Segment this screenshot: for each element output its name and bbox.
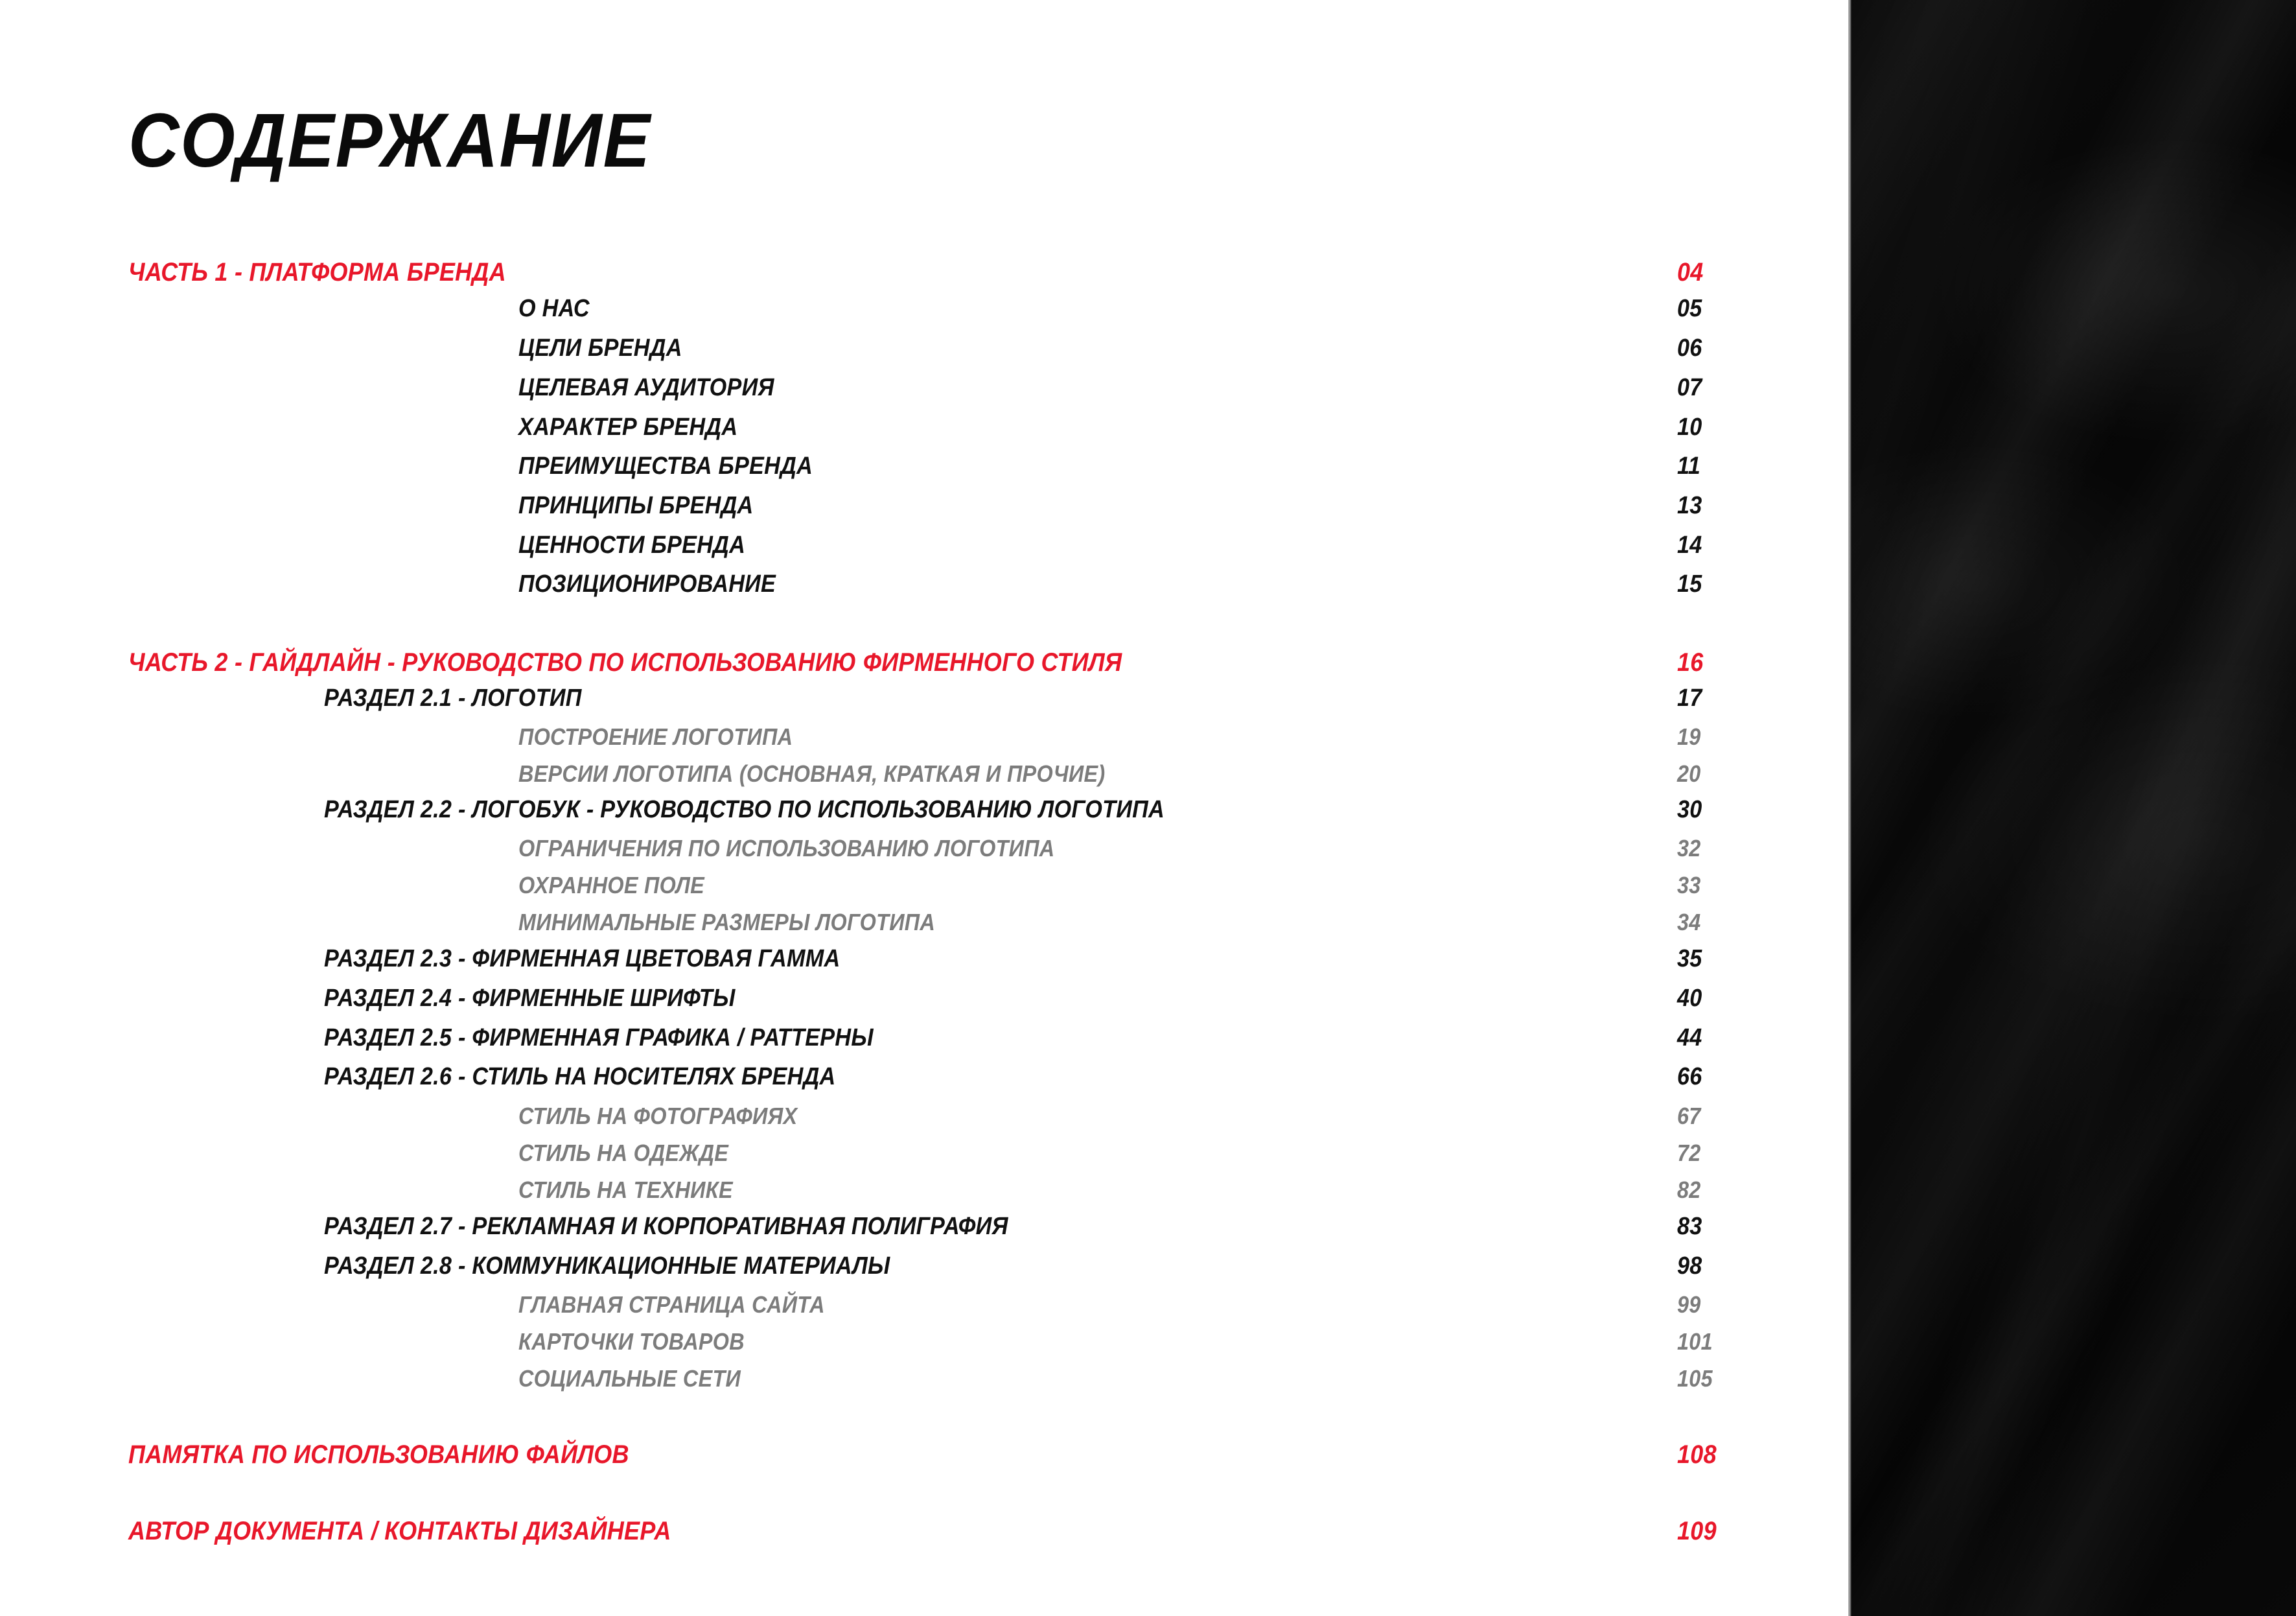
- toc-entry-page-number: 06: [1677, 334, 1702, 362]
- toc-entry-page-number: 44: [1677, 1024, 1702, 1051]
- toc-entry-label[interactable]: МИНИМАЛЬНЫЕ РАЗМЕРЫ ЛОГОТИПА: [518, 909, 936, 935]
- toc-entry-page-number: 20: [1677, 760, 1701, 787]
- toc-entry-page-number: 35: [1677, 945, 1702, 972]
- toc-entry-page-number: 40: [1677, 985, 1702, 1012]
- toc-entry-label[interactable]: РАЗДЕЛ 2.2 - ЛОГОБУК - РУКОВОДСТВО ПО ИСПОЛЬЗОВАНИЮ ЛОГОТИПА: [324, 796, 1165, 823]
- toc-entry-page-number: 30: [1677, 796, 1702, 823]
- silk-sheen-highlight-b: [1848, 0, 2296, 1616]
- toc-entry-label[interactable]: ЦЕЛЕВАЯ АУДИТОРИЯ: [518, 374, 774, 401]
- toc-entry-label[interactable]: О НАС: [518, 295, 590, 322]
- toc-entry-page-number: 98: [1677, 1252, 1702, 1280]
- toc-entry-label[interactable]: РАЗДЕЛ 2.3 - ФИРМЕННАЯ ЦВЕТОВАЯ ГАММА: [324, 945, 841, 972]
- toc-entry-label[interactable]: СТИЛЬ НА ОДЕЖДЕ: [518, 1140, 729, 1166]
- toc-entry-page-number: 82: [1677, 1177, 1701, 1203]
- panel-left-edge: [1848, 0, 1851, 1616]
- toc-entry-label[interactable]: РАЗДЕЛ 2.6 - СТИЛЬ НА НОСИТЕЛЯХ БРЕНДА: [324, 1063, 836, 1090]
- toc-entry-label[interactable]: ЦЕННОСТИ БРЕНДА: [518, 532, 746, 559]
- toc-entry-label[interactable]: ЧАСТЬ 2 - ГАЙДЛАЙН - РУКОВОДСТВО ПО ИСПОЛЬЗОВАНИЮ ФИРМЕННОГО СТИЛЯ: [128, 648, 1122, 677]
- toc-entry-page-number: 101: [1677, 1328, 1713, 1355]
- toc-entry-label[interactable]: СТИЛЬ НА ФОТОГРАФИЯХ: [518, 1103, 798, 1129]
- toc-entry-label[interactable]: ЧАСТЬ 1 - ПЛАТФОРМА БРЕНДА: [128, 258, 506, 287]
- toc-entry-label[interactable]: ГЛАВНАЯ СТРАНИЦА САЙТА: [518, 1291, 825, 1318]
- toc-entry-page-number: 108: [1677, 1440, 1717, 1469]
- toc-entry-page-number: 83: [1677, 1213, 1702, 1240]
- toc-entry-page-number: 67: [1677, 1103, 1701, 1129]
- toc-entry-page-number: 05: [1677, 295, 1702, 322]
- toc-entry-label[interactable]: РАЗДЕЛ 2.4 - ФИРМЕННЫЕ ШРИФТЫ: [324, 985, 736, 1012]
- toc-entry-label[interactable]: ПОЗИЦИОНИРОВАНИЕ: [518, 570, 776, 598]
- toc-entry-page-number: 72: [1677, 1140, 1701, 1166]
- toc-entry-page-number: 10: [1677, 414, 1702, 441]
- toc-entry-page-number: 109: [1677, 1517, 1717, 1545]
- toc-entry-page-number: 11: [1677, 452, 1701, 480]
- toc-entry-label[interactable]: ПОСТРОЕНИЕ ЛОГОТИПА: [518, 723, 793, 750]
- toc-entry-page-number: 14: [1677, 532, 1702, 559]
- toc-entry-page-number: 15: [1677, 570, 1702, 598]
- toc-entry-label[interactable]: СТИЛЬ НА ТЕХНИКЕ: [518, 1177, 733, 1203]
- toc-entry-page-number: 19: [1677, 723, 1701, 750]
- toc-entry-page-number: 32: [1677, 835, 1701, 861]
- toc-entry-label[interactable]: РАЗДЕЛ 2.1 - ЛОГОТИП: [324, 685, 582, 712]
- toc-entry-label[interactable]: ЦЕЛИ БРЕНДА: [518, 334, 682, 362]
- toc-entry-label[interactable]: АВТОР ДОКУМЕНТА / КОНТАКТЫ ДИЗАЙНЕРА: [128, 1517, 671, 1545]
- toc-entry-label[interactable]: СОЦИАЛЬНЫЕ СЕТИ: [518, 1365, 741, 1392]
- toc-entry-page-number: 07: [1677, 374, 1702, 401]
- toc-entry-label[interactable]: ПАМЯТКА ПО ИСПОЛЬЗОВАНИЮ ФАЙЛОВ: [128, 1440, 629, 1469]
- toc-entry-label[interactable]: ОХРАННОЕ ПОЛЕ: [518, 872, 705, 898]
- silk-sheen-highlight-a: [1848, 0, 2296, 1616]
- toc-entry-page-number: 04: [1677, 258, 1704, 287]
- page-title: СОДЕРЖАНИЕ: [128, 98, 651, 183]
- toc-entry-label[interactable]: ПРИНЦИПЫ БРЕНДА: [518, 492, 754, 519]
- toc-entry-page-number: 13: [1677, 492, 1702, 519]
- toc-entry-label[interactable]: ОГРАНИЧЕНИЯ ПО ИСПОЛЬЗОВАНИЮ ЛОГОТИПА: [518, 835, 1055, 861]
- toc-entry-page-number: 17: [1677, 685, 1702, 712]
- toc-entry-label[interactable]: РАЗДЕЛ 2.7 - РЕКЛАМНАЯ И КОРПОРАТИВНАЯ ПОЛИГРАФИЯ: [324, 1213, 1008, 1240]
- toc-entry-label[interactable]: РАЗДЕЛ 2.8 - КОММУНИКАЦИОННЫЕ МАТЕРИАЛЫ: [324, 1252, 890, 1280]
- toc-entry-page-number: 34: [1677, 909, 1701, 935]
- toc-entry-page-number: 105: [1677, 1365, 1713, 1392]
- toc-entry-label[interactable]: ХАРАКТЕР БРЕНДА: [518, 414, 738, 441]
- toc-entry-page-number: 33: [1677, 872, 1701, 898]
- silk-texture-panel: [1848, 0, 2296, 1616]
- toc-entry-label[interactable]: ПРЕИМУЩЕСТВА БРЕНДА: [518, 452, 813, 480]
- toc-entry-label[interactable]: КАРТОЧКИ ТОВАРОВ: [518, 1328, 745, 1355]
- toc-entry-page-number: 99: [1677, 1291, 1701, 1318]
- toc-entry-page-number: 16: [1677, 648, 1704, 677]
- toc-entry-label[interactable]: ВЕРСИИ ЛОГОТИПА (ОСНОВНАЯ, КРАТКАЯ И ПРОЧИЕ): [518, 760, 1106, 787]
- toc-entry-page-number: 66: [1677, 1063, 1702, 1090]
- toc-entry-label[interactable]: РАЗДЕЛ 2.5 - ФИРМЕННАЯ ГРАФИКА / РАТТЕРНЫ: [324, 1024, 874, 1051]
